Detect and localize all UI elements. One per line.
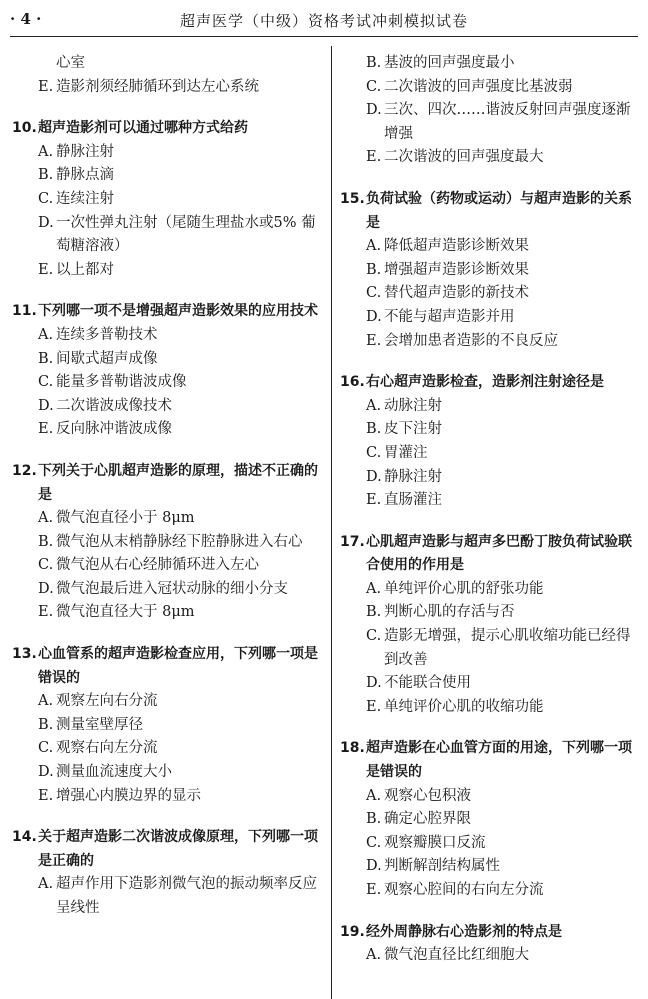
option xyxy=(340,672,638,696)
option-text: 观察左向右分流 xyxy=(56,693,158,710)
option-letter: C. xyxy=(366,78,382,95)
option xyxy=(340,466,638,490)
option-letter: A. xyxy=(366,947,382,964)
option-text: 二次谐波成像技术 xyxy=(56,397,172,414)
option-letter: D. xyxy=(366,308,382,325)
question-number: 19. xyxy=(340,923,365,940)
question-item xyxy=(12,826,320,920)
question-text: 超声造影剂可以通过哪种方式给药 xyxy=(38,120,248,137)
option-letter: C. xyxy=(366,834,382,851)
question-stem xyxy=(12,826,320,873)
option xyxy=(340,235,638,259)
option-text: 连续注射 xyxy=(56,190,114,207)
option xyxy=(12,141,320,165)
option-text: 确定心腔界限 xyxy=(384,811,471,828)
question-item xyxy=(340,921,638,968)
question-number: 11. xyxy=(12,303,37,320)
question-number: 17. xyxy=(340,533,365,550)
option-text: 间歇式超声成像 xyxy=(56,350,158,367)
option xyxy=(12,188,320,212)
question-stem xyxy=(340,188,638,235)
question-text: 右心超声造影检查，造影剂注射途径是 xyxy=(366,374,604,391)
option-letter: C. xyxy=(366,444,382,461)
option xyxy=(340,306,638,330)
option-letter: D. xyxy=(38,580,54,597)
option-text: 微气泡直径大于 8μm xyxy=(56,604,195,621)
option-letter: B. xyxy=(38,716,54,733)
option-text: 造影剂须经肺循环到达左心系统 xyxy=(56,78,259,95)
option xyxy=(12,761,320,785)
question-stem xyxy=(12,460,320,507)
option xyxy=(340,282,638,306)
question-item xyxy=(12,300,320,442)
option-text: 反向脉冲谐波成像 xyxy=(56,421,172,438)
option-letter: D. xyxy=(366,675,382,692)
option xyxy=(12,395,320,419)
option xyxy=(12,348,320,372)
question-number: 18. xyxy=(340,740,365,757)
question-number: 15. xyxy=(340,190,365,207)
option-text: 胃灌注 xyxy=(384,444,428,461)
question-item xyxy=(12,460,320,625)
option-text: 静脉注射 xyxy=(384,468,442,485)
option-letter: C. xyxy=(366,628,382,645)
question-item xyxy=(12,643,320,808)
option xyxy=(340,625,638,672)
question-text: 心肌超声造影与超声多巴酚丁胺负荷试验联合使用的作用是 xyxy=(366,533,632,574)
option xyxy=(12,507,320,531)
question-number: 13. xyxy=(12,646,37,663)
option-letter: E. xyxy=(38,421,54,438)
option-text: 测量血流速度大小 xyxy=(56,764,172,781)
option-text: 动脉注射 xyxy=(384,397,442,414)
option-text: 二次谐波的回声强度比基波弱 xyxy=(384,78,573,95)
option-letter: E. xyxy=(38,604,54,621)
option xyxy=(12,737,320,761)
option-text: 微气泡直径小于 8μm xyxy=(56,510,195,527)
option-text: 三次、四次……谐波反射回声强度逐渐增强 xyxy=(384,102,631,142)
question-item xyxy=(340,737,638,902)
question-item xyxy=(340,188,638,353)
option xyxy=(340,146,638,170)
question-number: 12. xyxy=(12,462,37,479)
option-letter: D. xyxy=(38,214,54,231)
question-stem xyxy=(340,921,638,945)
option-text: 二次谐波的回声强度最大 xyxy=(384,149,544,166)
option xyxy=(12,324,320,348)
question-text: 超声造影在心血管方面的用途，下列哪一项是错误的 xyxy=(366,740,632,781)
question-stem xyxy=(12,643,320,690)
option-letter: D. xyxy=(38,397,54,414)
option-letter: B. xyxy=(366,604,382,621)
option-letter: D. xyxy=(366,468,382,485)
option xyxy=(12,259,320,283)
option-text: 会增加患者造影的不良反应 xyxy=(384,332,558,349)
option-text: 不能联合使用 xyxy=(384,675,471,692)
option-text: 不能与超声造影并用 xyxy=(384,308,515,325)
option xyxy=(12,554,320,578)
option-letter: E. xyxy=(366,332,382,349)
question-item xyxy=(12,117,320,282)
option-letter: E. xyxy=(38,78,54,95)
option xyxy=(340,578,638,602)
option xyxy=(12,601,320,625)
continued-question xyxy=(12,52,320,99)
option-letter: E. xyxy=(366,882,382,898)
option-letter: A. xyxy=(366,397,382,414)
question-stem xyxy=(340,531,638,578)
option-text: 单纯评价心肌的舒张功能 xyxy=(384,580,544,597)
option xyxy=(12,785,320,809)
question-stem xyxy=(340,737,638,784)
option xyxy=(340,99,638,146)
option xyxy=(12,714,320,738)
option xyxy=(340,808,638,832)
option xyxy=(12,164,320,188)
option-text: 测量室壁厚径 xyxy=(56,716,143,733)
option-text: 观察心包积液 xyxy=(384,787,471,804)
option-letter: C. xyxy=(366,285,382,302)
option xyxy=(12,531,320,555)
option-text: 以上都对 xyxy=(56,261,114,278)
running-title: 超声医学（中级）资格考试冲刺模拟试卷 xyxy=(179,12,468,30)
option-letter: A. xyxy=(366,787,382,804)
option xyxy=(12,76,320,100)
option-text: 一次性弹丸注射（尾随生理盐水或5% 葡萄糖溶液） xyxy=(56,214,316,255)
option-letter: E. xyxy=(366,492,382,509)
option-letter: A. xyxy=(366,580,382,597)
option-text: 微气泡最后进入冠状动脉的细小分支 xyxy=(56,580,288,597)
option xyxy=(12,873,320,920)
option xyxy=(340,601,638,625)
column-divider xyxy=(331,46,332,999)
option-letter: B. xyxy=(38,533,54,550)
option-text: 观察右向左分流 xyxy=(56,740,158,757)
option-letter: D. xyxy=(38,764,54,781)
option-text: 静脉注射 xyxy=(56,143,114,160)
option xyxy=(12,212,320,259)
option xyxy=(340,76,638,100)
option xyxy=(12,690,320,714)
option xyxy=(340,879,638,903)
option-letter: D. xyxy=(366,858,382,875)
option xyxy=(340,944,638,968)
option-letter: C. xyxy=(38,190,54,207)
question-item xyxy=(340,371,638,513)
option-text: 微气泡直径比红细胞大 xyxy=(384,947,529,964)
question-text: 负荷试验（药物或运动）与超声造影的关系是 xyxy=(366,190,632,231)
question-item xyxy=(340,531,638,720)
option-letter: C. xyxy=(38,557,54,574)
option-text: 替代超声造影的新技术 xyxy=(384,285,529,302)
option xyxy=(12,578,320,602)
question-text: 下列关于心肌超声造影的原理，描述不正确的是 xyxy=(38,462,318,503)
option-text: 造影无增强，提示心肌收缩功能已经得到改善 xyxy=(384,628,631,668)
option xyxy=(340,395,638,419)
option-letter: E. xyxy=(366,698,382,715)
option-letter: B. xyxy=(366,421,382,438)
left-column xyxy=(12,52,320,939)
option xyxy=(340,259,638,283)
question-number: 14. xyxy=(12,829,37,846)
option-letter: D. xyxy=(366,102,382,119)
option xyxy=(340,785,638,809)
option-letter: B. xyxy=(38,167,54,184)
option-text: 微气泡从右心经肺循环进入左心 xyxy=(56,557,259,574)
continued-line: 心室 xyxy=(56,55,85,71)
option xyxy=(340,442,638,466)
header-rule xyxy=(10,36,638,37)
right-column xyxy=(340,52,638,986)
option-text: 直肠灌注 xyxy=(384,492,442,509)
option-text: 观察心腔间的右向左分流 xyxy=(384,882,544,898)
option-text: 基波的回声强度最小 xyxy=(384,55,515,71)
option-letter: B. xyxy=(38,350,54,367)
option-text: 超声作用下造影剂微气泡的振动频率反应呈线性 xyxy=(56,876,317,916)
option-letter: A. xyxy=(38,510,54,527)
question-stem xyxy=(12,117,320,141)
option-text: 连续多普勒技术 xyxy=(56,326,158,343)
option xyxy=(340,330,638,354)
option-text: 增强超声造影诊断效果 xyxy=(384,261,529,278)
option-letter: B. xyxy=(366,811,382,828)
option xyxy=(340,832,638,856)
option-letter: A. xyxy=(38,693,54,710)
option xyxy=(340,696,638,720)
option-letter: B. xyxy=(366,55,382,71)
option xyxy=(340,52,638,76)
question-text: 心血管系的超声造影检查应用，下列哪一项是错误的 xyxy=(38,646,318,686)
page-number: · 4 · xyxy=(10,10,42,28)
question-stem xyxy=(12,300,320,324)
option xyxy=(340,855,638,879)
option-letter: A. xyxy=(38,876,54,893)
option-letter: C. xyxy=(38,740,54,757)
option xyxy=(12,371,320,395)
option-text: 判断心肌的存活与否 xyxy=(384,604,515,621)
option-letter: E. xyxy=(38,261,54,278)
option-text: 微气泡从末梢静脉经下腔静脉进入右心 xyxy=(56,533,303,550)
option-text: 观察瓣膜口反流 xyxy=(384,834,486,851)
option-text: 降低超声造影诊断效果 xyxy=(384,238,529,255)
option xyxy=(340,489,638,513)
question-number: 16. xyxy=(340,374,365,391)
continued-question xyxy=(340,52,638,170)
option-letter: E. xyxy=(38,787,54,804)
question-text: 下列哪一项不是增强超声造影效果的应用技术 xyxy=(38,303,318,320)
option-text: 能量多普勒谐波成像 xyxy=(56,374,187,391)
option-text: 判断解剖结构属性 xyxy=(384,858,500,875)
option-letter: A. xyxy=(366,238,382,255)
option xyxy=(340,418,638,442)
option-letter: A. xyxy=(38,143,54,160)
option-text: 静脉点滴 xyxy=(56,167,114,184)
question-text: 关于超声造影二次谐波成像原理，下列哪一项是正确的 xyxy=(38,829,318,869)
option xyxy=(12,418,320,442)
option-letter: C. xyxy=(38,374,54,391)
option-text: 单纯评价心肌的收缩功能 xyxy=(384,698,544,715)
question-stem xyxy=(340,371,638,395)
option-letter: A. xyxy=(38,326,54,343)
option-text: 增强心内膜边界的显示 xyxy=(56,787,201,804)
option-letter: B. xyxy=(366,261,382,278)
page-header xyxy=(10,6,638,34)
question-number: 10. xyxy=(12,120,37,137)
option-text: 皮下注射 xyxy=(384,421,442,438)
question-text: 经外周静脉右心造影剂的特点是 xyxy=(366,923,562,940)
option-letter: E. xyxy=(366,149,382,166)
